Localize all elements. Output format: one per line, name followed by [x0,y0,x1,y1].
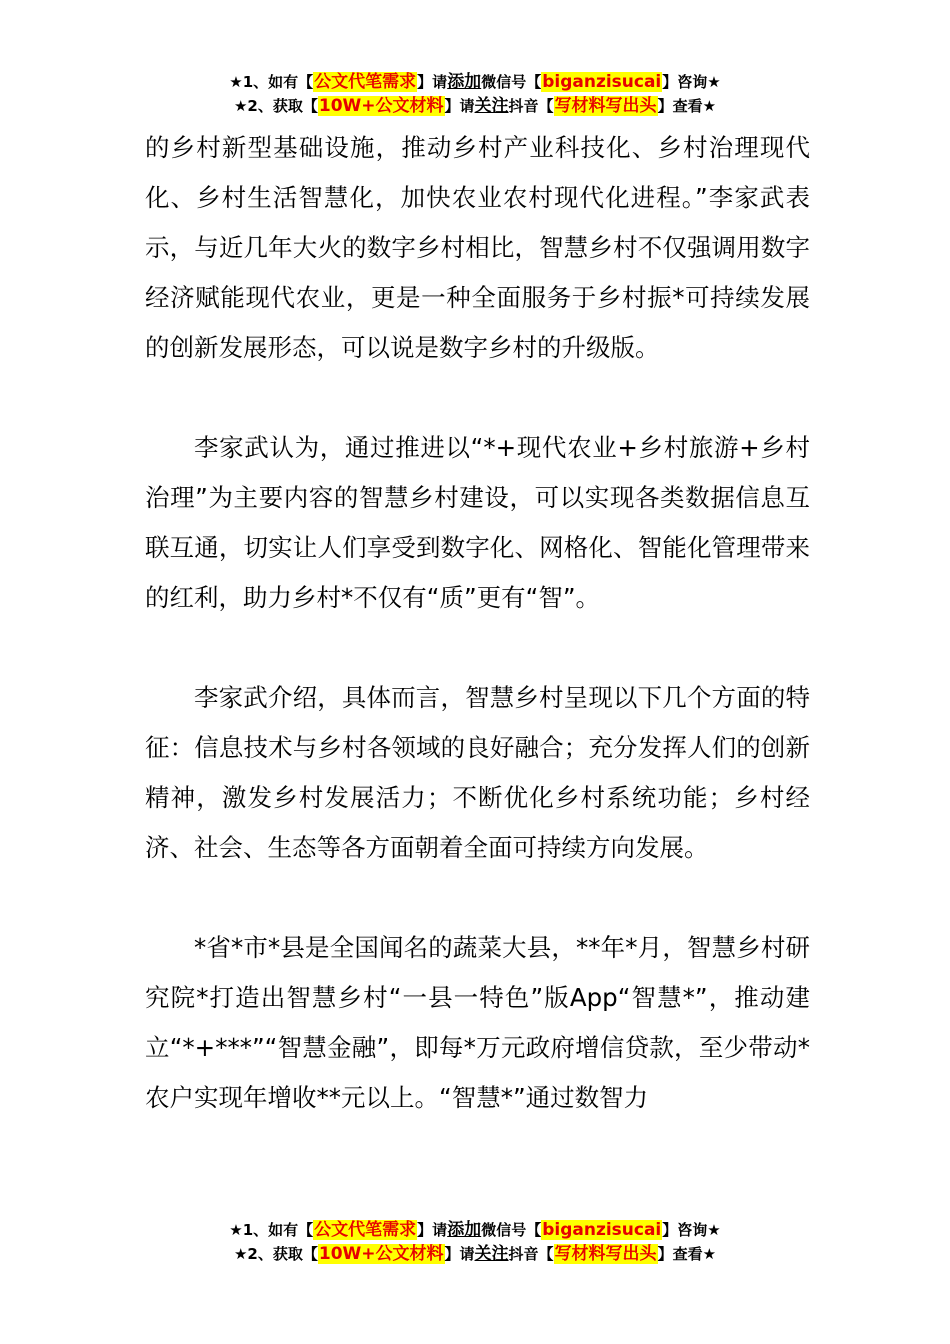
paragraph-continued: 的乡村新型基础设施，推动乡村产业科技化、乡村治理现代化、乡村生活智慧化，加快农业农村现代化进程。”李家武表示，与近几年大火的数字乡村相比，智慧乡村不仅强调用数字经济赋能现代农业，更是一种全面服务于乡村振*可持续发展的创新发展形态，可以说是数字乡村的升级版。 [145,133,810,362]
paragraph-gap [145,623,810,673]
promo-highlight: 公文代笔需求 [314,1220,417,1240]
promo-highlight: 10W+公文材料 [318,1244,444,1264]
paragraph-gap [145,373,810,423]
promo-wechat-id: biganzisucai [542,72,662,92]
promo-highlight: 10W+公文材料 [318,96,444,116]
promo-line-1: ★1、如有【公文代笔需求】请添加微信号【biganzisucai】咨询★ [229,72,721,92]
paragraph: 李家武认为，通过推进以“*+现代农业+乡村旅游+乡村治理”为主要内容的智慧乡村建设，可以实现各类数据信息互联互通，切实让人们享受到数字化、网格化、智能化管理带来的红利，助力乡村*不仅有“质”更有“智”。 [145,433,810,612]
document-body [145,123,810,1123]
promo-highlight: 公文代笔需求 [314,72,417,92]
paragraph-gap [145,873,810,923]
footer-promo-banner [0,1218,950,1266]
paragraph: *省*市*县是全国闻名的蔬菜大县，**年*月，智慧乡村研究院*打造出智慧乡村“一县一特色”版App“智慧*”，推动建立“*+***”“智慧金融”，即每*万元政府增信贷款，至少带动*农户实现年增收**元以上。“智慧*”通过数智力 [145,933,810,1112]
promo-douyin-id: 写材料写出头 [554,96,657,116]
header-promo-banner [0,70,950,118]
paragraph: 李家武介绍，具体而言，智慧乡村呈现以下几个方面的特征：信息技术与乡村各领域的良好融合；充分发挥人们的创新精神，激发乡村发展活力；不断优化乡村系统功能；乡村经济、社会、生态等各方面朝着全面可持续方向发展。 [145,683,810,862]
promo-wechat-id: biganzisucai [542,1220,662,1240]
promo-line-1: ★1、如有【公文代笔需求】请添加微信号【biganzisucai】咨询★ [229,1220,721,1240]
promo-line-2: ★2、获取【10W+公文材料】请关注抖音【写材料写出头】查看★ [233,1244,717,1264]
promo-douyin-id: 写材料写出头 [554,1244,657,1264]
promo-line-2: ★2、获取【10W+公文材料】请关注抖音【写材料写出头】查看★ [233,96,717,116]
